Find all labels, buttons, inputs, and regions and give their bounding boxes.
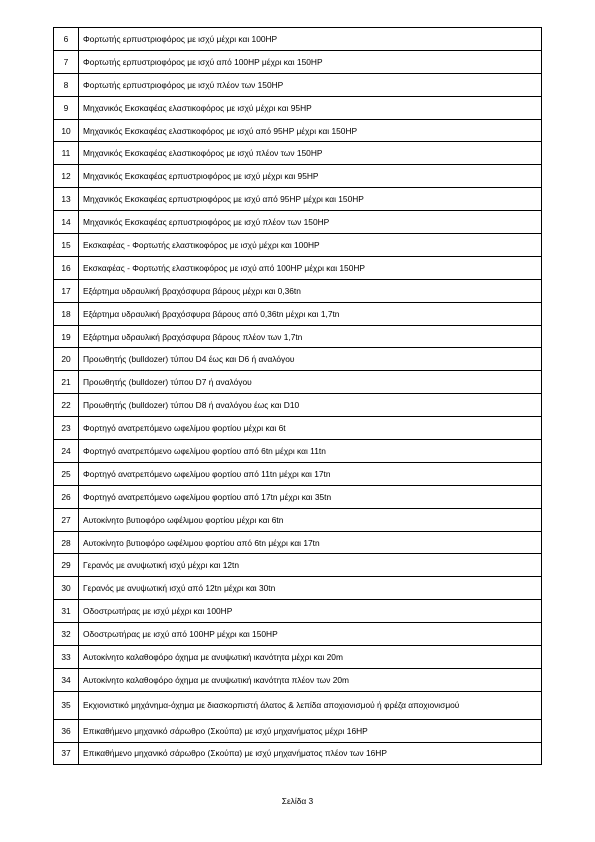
row-description: Μηχανικός Εκσκαφέας ελαστικοφόρος με ισχύ από 95HP μέχρι και 150HP [79,119,542,142]
table-row [54,554,542,577]
row-number: 31 [54,600,79,623]
table-row [54,485,542,508]
row-description: Προωθητής (bulldozer) τύπου D4 έως και D6 ή αναλόγου [79,348,542,371]
row-description: Εκχιονιστικό μηχάνημα-όχημα με διασκορπιστή άλατος & λεπίδα αποχιονισμού ή φρέζα αποχιονισμού [79,691,542,719]
table-row [54,531,542,554]
equipment-table [53,27,542,765]
page-footer: Σελίδα 3 [281,796,314,806]
row-description: Αυτοκίνητο βυτιοφόρο ωφέλιμου φορτίου μέχρι και 6tn [79,508,542,531]
row-description: Επικαθήμενο μηχανικό σάρωθρο (Σκούπα) με ισχύ μηχανήματος πλέον των 16HP [79,742,542,765]
table-row [54,234,542,257]
row-description: Γερανός με ανυψωτική ισχύ μέχρι και 12tn [79,554,542,577]
table-row [54,279,542,302]
row-description: Μηχανικός Εκσκαφέας ελαστικοφόρος με ισχύ μέχρι και 95HP [79,96,542,119]
table-row [54,211,542,234]
row-number: 21 [54,371,79,394]
row-number: 37 [54,742,79,765]
row-number: 7 [54,50,79,73]
table-row [54,508,542,531]
table-row [54,394,542,417]
table-row [54,371,542,394]
table-row [54,96,542,119]
table-row [54,325,542,348]
row-number: 6 [54,28,79,51]
row-number: 15 [54,234,79,257]
row-description: Εξάρτημα υδραυλική βραχόσφυρα βάρους μέχρι και 0,36tn [79,279,542,302]
row-description: Φορτηγό ανατρεπόμενο ωφελίμου φορτίου από 17tn μέχρι και 35tn [79,485,542,508]
equipment-table-body [54,28,542,765]
row-number: 30 [54,577,79,600]
row-number: 35 [54,691,79,719]
row-number: 22 [54,394,79,417]
table-row [54,302,542,325]
row-description: Εκσκαφέας - Φορτωτής ελαστικοφόρος με ισχύ από 100HP μέχρι και 150HP [79,256,542,279]
row-description: Εξάρτημα υδραυλική βραχόσφυρα βάρους από 0,36tn μέχρι και 1,7tn [79,302,542,325]
row-description: Φορτηγό ανατρεπόμενο ωφελίμου φορτίου μέχρι και 6t [79,417,542,440]
table-row [54,188,542,211]
row-description: Επικαθήμενο μηχανικό σάρωθρο (Σκούπα) με ισχύ μηχανήματος μέχρι 16HP [79,719,542,742]
table-row [54,462,542,485]
row-description: Αυτοκίνητο καλαθοφόρο όχημα με ανυψωτική ικανότητα μέχρι και 20m [79,646,542,669]
table-row [54,600,542,623]
row-number: 27 [54,508,79,531]
row-description: Γερανός με ανυψωτική ισχύ από 12tn μέχρι και 30tn [79,577,542,600]
table-row [54,742,542,765]
row-description: Μηχανικός Εκσκαφέας ελαστικοφόρος με ισχύ πλέον των 150HP [79,142,542,165]
row-description: Εκσκαφέας - Φορτωτής ελαστικοφόρος με ισχύ μέχρι και 100HP [79,234,542,257]
row-number: 10 [54,119,79,142]
row-number: 23 [54,417,79,440]
row-description: Οδοστρωτήρας με ισχύ από 100HP μέχρι και 150HP [79,623,542,646]
row-number: 20 [54,348,79,371]
row-description: Φορτωτής ερπυστριοφόρος με ισχύ μέχρι και 100HP [79,28,542,51]
row-description: Προωθητής (bulldozer) τύπου D8 ή αναλόγου έως και D10 [79,394,542,417]
table-row [54,623,542,646]
row-number: 19 [54,325,79,348]
table-row [54,440,542,463]
row-number: 33 [54,646,79,669]
row-number: 34 [54,668,79,691]
table-row [54,73,542,96]
row-description: Προωθητής (bulldozer) τύπου D7 ή αναλόγου [79,371,542,394]
table-row [54,28,542,51]
row-number: 14 [54,211,79,234]
row-description: Μηχανικός Εκσκαφέας ερπυστριοφόρος με ισχύ πλέον των 150HP [79,211,542,234]
row-number: 32 [54,623,79,646]
row-number: 18 [54,302,79,325]
row-description: Οδοστρωτήρας με ισχύ μέχρι και 100HP [79,600,542,623]
row-description: Φορτωτής ερπυστριοφόρος με ισχύ πλέον των 150HP [79,73,542,96]
row-number: 17 [54,279,79,302]
row-number: 13 [54,188,79,211]
table-row [54,256,542,279]
row-description: Μηχανικός Εκσκαφέας ερπυστριοφόρος με ισχύ μέχρι και 95HP [79,165,542,188]
table-row [54,142,542,165]
table-row [54,348,542,371]
table-row [54,50,542,73]
table-row [54,691,542,719]
row-number: 25 [54,462,79,485]
row-number: 29 [54,554,79,577]
row-number: 28 [54,531,79,554]
table-row [54,577,542,600]
table-row [54,646,542,669]
row-description: Αυτοκίνητο βυτιοφόρο ωφέλιμου φορτίου από 6tn μέχρι και 17tn [79,531,542,554]
row-description: Αυτοκίνητο καλαθοφόρο όχημα με ανυψωτική ικανότητα πλέον των 20m [79,668,542,691]
row-number: 9 [54,96,79,119]
table-row [54,165,542,188]
table-row [54,417,542,440]
row-number: 26 [54,485,79,508]
row-description: Φορτηγό ανατρεπόμενο ωφελίμου φορτίου από 6tn μέχρι και 11tn [79,440,542,463]
row-number: 11 [54,142,79,165]
row-description: Εξάρτημα υδραυλική βραχόσφυρα βάρους πλέον των 1,7tn [79,325,542,348]
table-row [54,719,542,742]
table-row [54,668,542,691]
row-description: Φορτηγό ανατρεπόμενο ωφελίμου φορτίου από 11tn μέχρι και 17tn [79,462,542,485]
row-number: 24 [54,440,79,463]
row-number: 8 [54,73,79,96]
row-number: 36 [54,719,79,742]
row-description: Φορτωτής ερπυστριοφόρος με ισχύ από 100HP μέχρι και 150HP [79,50,542,73]
row-number: 16 [54,256,79,279]
row-description: Μηχανικός Εκσκαφέας ερπυστριοφόρος με ισχύ από 95HP μέχρι και 150HP [79,188,542,211]
row-number: 12 [54,165,79,188]
table-row [54,119,542,142]
